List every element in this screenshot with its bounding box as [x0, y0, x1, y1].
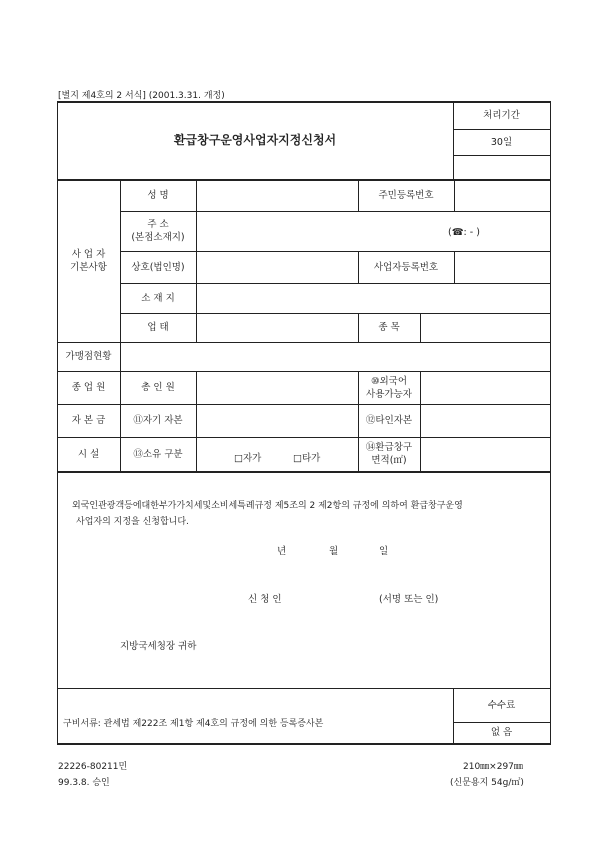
foreign-language-line2: 사용가능자 [366, 388, 412, 400]
processing-bottom [453, 155, 550, 156]
applicant-group-label [57, 179, 120, 342]
name-label: 성 명 [147, 189, 169, 201]
address-label-line1: 주 소 [147, 219, 169, 230]
franchise-field[interactable] [120, 342, 550, 371]
counter-area-line2: 면적(㎡) [371, 455, 407, 466]
form-code: 22226-80211민 [58, 762, 128, 772]
paper-type: (신문용지 54g/㎡) [450, 778, 524, 788]
name-field[interactable] [196, 179, 358, 211]
item-field[interactable] [420, 313, 550, 342]
applicant-group-line2: 기본사항 [70, 261, 107, 273]
franchise-label: 가맹점현황 [65, 351, 112, 362]
fee-label: 수수료 [487, 699, 516, 711]
counter-area-line1: ⑭환급창구 [365, 442, 413, 453]
counter-area-field[interactable] [420, 437, 550, 471]
applicant-group-line1: 사 업 자 [71, 248, 106, 260]
date-month: 월 [329, 546, 339, 557]
business-number-field[interactable] [454, 251, 550, 283]
border-right [550, 101, 551, 744]
paper-size: 210㎜×297㎜ [463, 762, 523, 772]
resident-number-label: 주민등록번호 [378, 189, 434, 201]
row-line-9 [57, 471, 551, 473]
approval-date: 99.3.8. 승인 [58, 778, 110, 788]
processing-period-value: 30일 [490, 136, 513, 148]
employees-label: 종 업 원 [71, 382, 106, 393]
address-label-line2: (본점소재지) [131, 232, 185, 243]
other-option-checkbox[interactable]: □타가 [293, 453, 321, 464]
applicant-signer-label: 신 청 인 [248, 594, 282, 605]
other-capital-label: ⑫타인자본 [365, 415, 413, 426]
counter-area-label [358, 437, 420, 471]
company-field[interactable] [196, 251, 358, 283]
capital-label: 자 본 금 [71, 415, 106, 426]
own-capital-field[interactable] [196, 404, 358, 437]
required-documents: 구비서류: 관세법 제222조 제1항 제4호의 규정에 의한 등록증사본 [63, 719, 324, 729]
business-type-label: 업 태 [147, 322, 169, 333]
location-label: 소 재 지 [141, 292, 175, 304]
business-type-field[interactable] [196, 313, 358, 342]
location-field[interactable] [196, 283, 550, 313]
processing-period-label: 처리기간 [483, 109, 520, 121]
total-employees-label: 총 인 원 [141, 382, 175, 393]
signature-hint: (서명 또는 인) [379, 594, 439, 605]
address-field[interactable] [196, 211, 550, 251]
ownership-label: ⑬소유 구분 [133, 448, 183, 460]
foreign-language-field[interactable] [420, 371, 550, 404]
facility-label: 시 설 [77, 448, 100, 460]
own-capital-label: ⑪자기 자본 [133, 415, 183, 426]
date-day: 일 [379, 546, 389, 557]
date-year: 년 [277, 546, 287, 557]
foreign-language-label [358, 371, 420, 404]
total-employees-field[interactable] [196, 371, 358, 404]
form-title: 환급창구운영사업자지정신청서 [173, 132, 337, 147]
resident-number-field[interactable] [454, 179, 550, 211]
statement-line2: 사업자의 지정을 신청합니다. [76, 517, 189, 527]
form-number-note: [별지 제4호의 2 서식] (2001.3.31. 개정) [58, 91, 225, 101]
addressee: 지방국세청장 귀하 [120, 641, 197, 652]
statement-line1: 외국인관광객등에대한부가가치세및소비세특례규정 제5조의 2 제2항의 규정에 의하여 환급창구운영 [72, 501, 463, 511]
item-label: 종 목 [378, 322, 400, 333]
other-capital-field[interactable] [420, 404, 550, 437]
fee-value: 없 음 [490, 727, 513, 738]
foreign-language-line1: ⑩외국어 [370, 375, 408, 387]
company-label: 상호(법인명) [131, 261, 185, 273]
border-bottom [57, 743, 551, 745]
phone-hint: (☎: - ) [448, 227, 480, 238]
own-option-checkbox[interactable]: □자가 [234, 453, 262, 464]
business-number-label: 사업자등록번호 [373, 261, 439, 273]
address-label [120, 211, 196, 251]
